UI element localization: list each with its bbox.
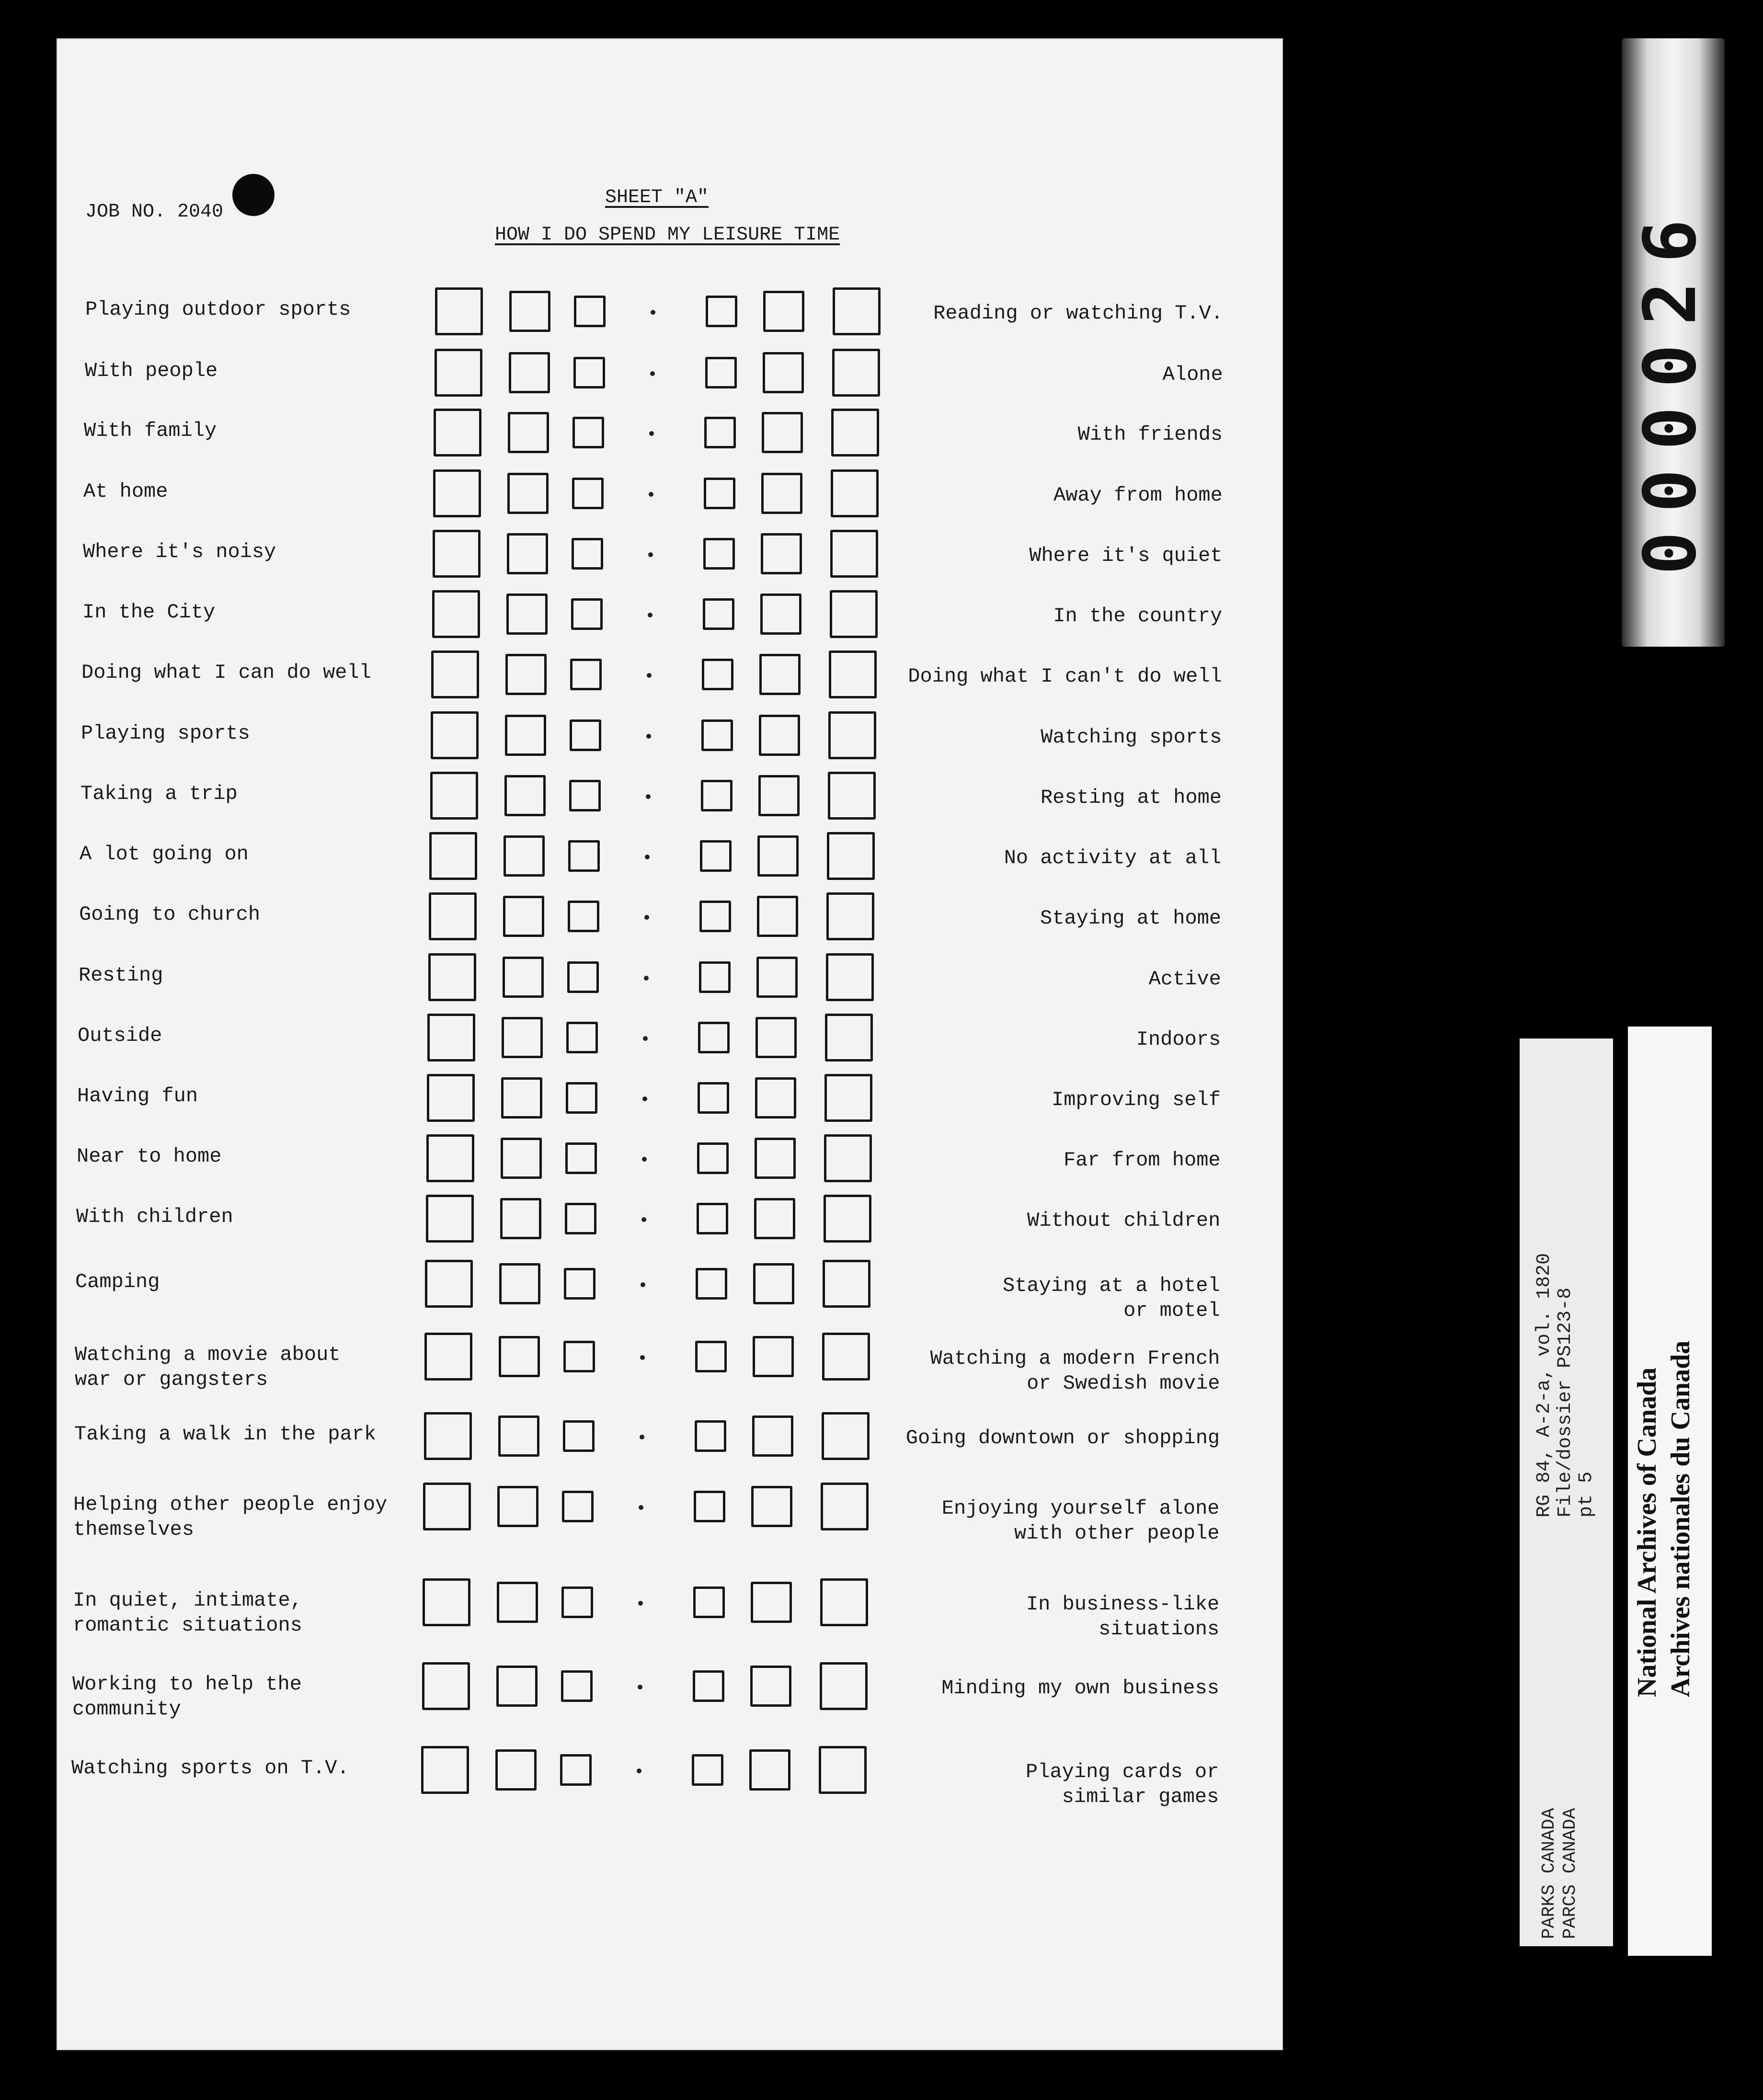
rating-box--2[interactable] xyxy=(505,654,547,695)
rating-box--2[interactable] xyxy=(501,1138,542,1179)
rating-box--2[interactable] xyxy=(503,957,544,998)
row-right-label: Going downtown or shopping xyxy=(905,1427,1220,1449)
row-left-label: A lot going on xyxy=(80,843,249,866)
rating-box--1[interactable] xyxy=(566,1082,597,1114)
row-left-label: In the City xyxy=(82,601,216,624)
rating-box--2[interactable] xyxy=(509,291,550,332)
rating-box--3[interactable] xyxy=(423,1578,470,1626)
rating-box-3[interactable] xyxy=(827,832,875,880)
scale-midpoint-dot xyxy=(647,673,652,678)
scale-midpoint-dot xyxy=(641,1282,645,1287)
rating-box-3[interactable] xyxy=(826,953,874,1001)
scale-midpoint-dot xyxy=(638,1601,643,1606)
rating-box--3[interactable] xyxy=(427,1074,475,1122)
rating-box--3[interactable] xyxy=(424,1333,472,1381)
rating-box-1[interactable] xyxy=(700,840,732,872)
rating-box--1[interactable] xyxy=(570,719,601,751)
scale-midpoint-dot xyxy=(648,552,653,557)
rating-box-2[interactable] xyxy=(753,1263,794,1304)
rating-box--2[interactable] xyxy=(509,352,550,393)
row-right-label: Indoors xyxy=(1136,1028,1221,1051)
scale-midpoint-dot xyxy=(640,1435,644,1439)
rating-box-3[interactable] xyxy=(828,772,876,820)
rating-box-2[interactable] xyxy=(753,1336,794,1377)
rating-box-1[interactable] xyxy=(697,1142,729,1174)
archive-reference-card xyxy=(1520,1039,1613,1946)
rating-box--3[interactable] xyxy=(434,409,481,457)
scale-midpoint-dot xyxy=(646,734,651,739)
rating-box--1[interactable] xyxy=(565,1142,597,1174)
rating-box-3[interactable] xyxy=(833,287,881,335)
row-right-label: Active xyxy=(1148,968,1221,991)
row-left-label: Camping xyxy=(75,1270,160,1293)
rating-box--1[interactable] xyxy=(566,1022,598,1053)
sheet-title: SHEET "A" xyxy=(605,187,709,208)
rating-box--1[interactable] xyxy=(563,1420,595,1452)
row-left-label: Near to home xyxy=(77,1145,222,1168)
frame-number: 000026 xyxy=(1629,200,1712,575)
row-right-label: Watching sports xyxy=(1041,726,1222,749)
national-archives-card xyxy=(1628,1027,1712,1956)
rating-box--2[interactable] xyxy=(499,1336,540,1377)
rating-box-1[interactable] xyxy=(699,901,731,932)
rating-box-2[interactable] xyxy=(763,352,804,393)
rating-box--3[interactable] xyxy=(421,1746,469,1794)
rating-box-2[interactable] xyxy=(757,835,799,877)
row-left-label: Resting xyxy=(79,964,163,987)
rating-box-3[interactable] xyxy=(822,1412,870,1460)
rating-box--3[interactable] xyxy=(433,530,481,578)
row-right-label: Minding my own business xyxy=(941,1677,1219,1700)
rating-box--3[interactable] xyxy=(431,711,479,759)
rating-box--3[interactable] xyxy=(431,651,479,698)
rating-box--2[interactable] xyxy=(501,1077,542,1118)
rating-box--3[interactable] xyxy=(433,469,481,517)
row-left-label: Playing sports xyxy=(81,722,250,745)
rating-box--2[interactable] xyxy=(507,473,549,514)
scale-midpoint-dot xyxy=(645,855,650,859)
row-left-label: Helping other people enjoy themselves xyxy=(73,1493,388,1541)
rating-box--2[interactable] xyxy=(506,593,548,635)
rating-box--2[interactable] xyxy=(500,1198,541,1239)
rating-box--2[interactable] xyxy=(507,533,548,574)
rating-box--1[interactable] xyxy=(565,1203,596,1234)
row-left-label: Having fun xyxy=(77,1084,198,1107)
rating-box-1[interactable] xyxy=(695,1341,727,1372)
rating-box-2[interactable] xyxy=(749,1749,790,1791)
questionnaire-sheet xyxy=(57,38,1283,2050)
rating-box-1[interactable] xyxy=(694,1491,725,1522)
rating-box-1[interactable] xyxy=(703,538,735,570)
rating-box-1[interactable] xyxy=(704,417,736,448)
archive-ref-line-1: RG 84, A-2-a, vol. 1820 xyxy=(1534,1253,1555,1518)
row-left-label: Doing what I can do well xyxy=(81,661,371,684)
rating-box--1[interactable] xyxy=(563,1341,595,1372)
rating-box-2[interactable] xyxy=(750,1666,791,1707)
rating-box--3[interactable] xyxy=(425,1260,473,1308)
rating-box-3[interactable] xyxy=(823,1260,870,1308)
row-right-label: Playing cards or similar games xyxy=(1026,1760,1219,1808)
row-right-label: Far from home xyxy=(1063,1149,1221,1172)
rating-box--1[interactable] xyxy=(572,538,603,570)
row-left-label: With people xyxy=(85,359,218,382)
row-left-label: With family xyxy=(84,419,217,442)
row-right-label: In the country xyxy=(1053,605,1223,628)
rating-box--2[interactable] xyxy=(497,1582,538,1623)
rating-box-3[interactable] xyxy=(832,349,880,397)
rating-box--2[interactable] xyxy=(495,1749,537,1791)
scale-midpoint-dot xyxy=(639,1505,643,1510)
rating-box--3[interactable] xyxy=(435,349,482,397)
rating-box--1[interactable] xyxy=(568,901,599,932)
row-right-label: Staying at a hotel or motel xyxy=(1003,1274,1220,1322)
rating-box--1[interactable] xyxy=(561,1670,593,1702)
row-left-label: Watching a movie about war or gangsters xyxy=(75,1343,341,1391)
row-left-label: In quiet, intimate, romantic situations xyxy=(73,1589,302,1637)
row-left-label: At home xyxy=(83,480,168,503)
rating-box-3[interactable] xyxy=(828,711,876,759)
rating-box-1[interactable] xyxy=(696,1268,727,1300)
rating-box-2[interactable] xyxy=(757,896,798,937)
rating-box--1[interactable] xyxy=(562,1491,594,1522)
row-right-label: Alone xyxy=(1162,363,1223,386)
rating-box-2[interactable] xyxy=(751,1486,792,1527)
rating-box--1[interactable] xyxy=(560,1754,592,1786)
rating-box--3[interactable] xyxy=(429,832,477,880)
rating-box-2[interactable] xyxy=(751,1582,792,1623)
rating-box--3[interactable] xyxy=(428,953,476,1001)
rating-box--1[interactable] xyxy=(574,296,606,327)
rating-box-1[interactable] xyxy=(706,296,737,327)
rating-box--1[interactable] xyxy=(571,598,603,630)
scale-midpoint-dot xyxy=(642,1157,647,1162)
agency-line-1: PARKS CANADA xyxy=(1539,1808,1559,1939)
rating-box-3[interactable] xyxy=(820,1578,868,1626)
rating-box--3[interactable] xyxy=(424,1412,472,1460)
rating-box-3[interactable] xyxy=(824,1074,872,1122)
rating-box--2[interactable] xyxy=(497,1486,538,1527)
rating-box-2[interactable] xyxy=(754,1198,795,1239)
rating-box-2[interactable] xyxy=(756,957,798,998)
scale-midpoint-dot xyxy=(649,492,653,497)
rating-box-1[interactable] xyxy=(705,357,737,388)
rating-box-1[interactable] xyxy=(693,1586,725,1618)
rating-box--1[interactable] xyxy=(567,961,599,993)
rating-box-3[interactable] xyxy=(826,892,874,940)
rating-box-2[interactable] xyxy=(752,1415,793,1457)
job-number: JOB NO. 2040 xyxy=(85,201,224,223)
rating-box--2[interactable] xyxy=(504,835,545,877)
rating-box-3[interactable] xyxy=(831,469,879,517)
rating-box-2[interactable] xyxy=(755,1138,796,1179)
rating-box--2[interactable] xyxy=(503,896,544,937)
row-right-label: In business-like situations xyxy=(1026,1593,1220,1641)
rating-box--1[interactable] xyxy=(564,1268,595,1300)
rating-box-2[interactable] xyxy=(763,291,804,332)
rating-box-3[interactable] xyxy=(822,1333,870,1381)
rating-box-1[interactable] xyxy=(697,1203,728,1234)
row-right-label: No activity at all xyxy=(1004,846,1222,869)
rating-box-1[interactable] xyxy=(698,1022,730,1053)
rating-box--3[interactable] xyxy=(426,1134,474,1182)
rating-box--2[interactable] xyxy=(499,1263,540,1304)
scale-midpoint-dot xyxy=(643,1036,648,1041)
row-right-label: Resting at home xyxy=(1040,786,1222,809)
row-right-label: Staying at home xyxy=(1040,907,1222,930)
scale-midpoint-dot xyxy=(651,310,655,315)
row-left-label: Where it's noisy xyxy=(83,540,276,563)
scale-midpoint-dot xyxy=(648,613,653,617)
row-right-label: Away from home xyxy=(1053,484,1223,507)
rating-box--1[interactable] xyxy=(561,1586,593,1618)
rating-box-1[interactable] xyxy=(693,1670,724,1702)
rating-box--1[interactable] xyxy=(568,840,600,872)
row-left-label: Playing outdoor sports xyxy=(85,298,351,321)
scale-midpoint-dot xyxy=(640,1355,645,1360)
rating-box-2[interactable] xyxy=(758,775,800,816)
row-left-label: Taking a walk in the park xyxy=(74,1423,377,1446)
row-left-label: Watching sports on T.V. xyxy=(71,1757,349,1780)
row-right-label: Improving self xyxy=(1052,1088,1221,1111)
scale-midpoint-dot xyxy=(644,915,649,920)
row-left-label: Working to help the community xyxy=(72,1673,302,1721)
rating-box--3[interactable] xyxy=(430,772,478,820)
rating-box-2[interactable] xyxy=(760,593,801,635)
scale-midpoint-dot xyxy=(650,371,655,376)
rating-box-3[interactable] xyxy=(829,651,877,698)
archive-ref-line-3: pt 5 xyxy=(1576,1471,1597,1518)
row-right-label: With friends xyxy=(1077,423,1223,446)
scale-midpoint-dot xyxy=(649,431,654,436)
rating-box-2[interactable] xyxy=(759,654,801,695)
rating-box-3[interactable] xyxy=(830,530,878,578)
rating-box-1[interactable] xyxy=(701,719,733,751)
rating-box--1[interactable] xyxy=(569,780,601,811)
rating-box-3[interactable] xyxy=(824,1195,871,1243)
punch-hole xyxy=(232,174,275,216)
rating-box--1[interactable] xyxy=(573,357,605,388)
rating-box-3[interactable] xyxy=(825,1014,873,1061)
rating-box-2[interactable] xyxy=(755,1077,796,1118)
rating-box-1[interactable] xyxy=(695,1420,726,1452)
rating-box-2[interactable] xyxy=(761,473,802,514)
rating-box-2[interactable] xyxy=(756,1017,797,1058)
rating-box--3[interactable] xyxy=(427,1014,475,1061)
rating-box-1[interactable] xyxy=(698,1082,729,1114)
row-left-label: Outside xyxy=(78,1024,162,1047)
row-right-label: Watching a modern French or Swedish movie xyxy=(930,1347,1220,1395)
row-right-label: Doing what I can't do well xyxy=(908,665,1222,688)
rating-box--1[interactable] xyxy=(572,478,604,509)
scale-midpoint-dot xyxy=(642,1096,647,1101)
sheet-subtitle: HOW I DO SPEND MY LEISURE TIME xyxy=(495,224,840,246)
scale-midpoint-dot xyxy=(641,1217,646,1222)
rating-box--2[interactable] xyxy=(508,412,549,453)
rating-box--2[interactable] xyxy=(498,1415,539,1457)
rating-box-1[interactable] xyxy=(701,780,733,811)
row-left-label: Going to church xyxy=(79,903,261,926)
rating-box--2[interactable] xyxy=(496,1666,538,1707)
rating-box--2[interactable] xyxy=(502,1017,543,1058)
rating-box-3[interactable] xyxy=(830,590,878,638)
rating-box--3[interactable] xyxy=(432,590,480,638)
archive-ref-line-2: File/dossier PS123-8 xyxy=(1555,1287,1576,1518)
rating-box-3[interactable] xyxy=(831,409,879,457)
agency-line-2: PARCS CANADA xyxy=(1560,1808,1580,1939)
rating-box--3[interactable] xyxy=(423,1483,471,1530)
rating-box-1[interactable] xyxy=(702,659,733,690)
rating-box--1[interactable] xyxy=(570,659,602,690)
row-right-label: Without children xyxy=(1027,1209,1221,1232)
rating-box--3[interactable] xyxy=(426,1195,474,1243)
rating-box-3[interactable] xyxy=(820,1662,868,1710)
rating-box--3[interactable] xyxy=(422,1662,470,1710)
rating-box--3[interactable] xyxy=(429,892,477,940)
rating-box-3[interactable] xyxy=(824,1134,872,1182)
archives-line-fr: Archives nationales du Canada xyxy=(1666,1340,1695,1697)
row-right-label: Reading or watching T.V. xyxy=(933,302,1223,325)
rating-box-2[interactable] xyxy=(759,715,800,756)
rating-box-1[interactable] xyxy=(699,961,731,993)
rating-box--1[interactable] xyxy=(572,417,604,448)
rating-box-1[interactable] xyxy=(692,1754,723,1786)
rating-box--2[interactable] xyxy=(505,715,546,756)
archives-line-en: National Archives of Canada xyxy=(1632,1367,1662,1697)
row-left-label: Taking a trip xyxy=(80,782,238,805)
scale-midpoint-dot xyxy=(644,976,649,981)
scale-midpoint-dot xyxy=(637,1769,641,1773)
rating-box--3[interactable] xyxy=(435,287,483,335)
rating-box-3[interactable] xyxy=(821,1483,869,1530)
rating-box-3[interactable] xyxy=(819,1746,867,1794)
rating-box-1[interactable] xyxy=(704,478,735,509)
rating-box-1[interactable] xyxy=(703,598,734,630)
row-right-label: Where it's quiet xyxy=(1029,544,1223,567)
rating-box-2[interactable] xyxy=(762,412,803,453)
rating-box-2[interactable] xyxy=(761,533,802,574)
row-left-label: With children xyxy=(76,1205,233,1228)
scale-midpoint-dot xyxy=(638,1685,642,1689)
scale-midpoint-dot xyxy=(646,794,651,799)
row-right-label: Enjoying yourself alone with other people xyxy=(941,1497,1220,1545)
rating-box--2[interactable] xyxy=(504,775,546,816)
